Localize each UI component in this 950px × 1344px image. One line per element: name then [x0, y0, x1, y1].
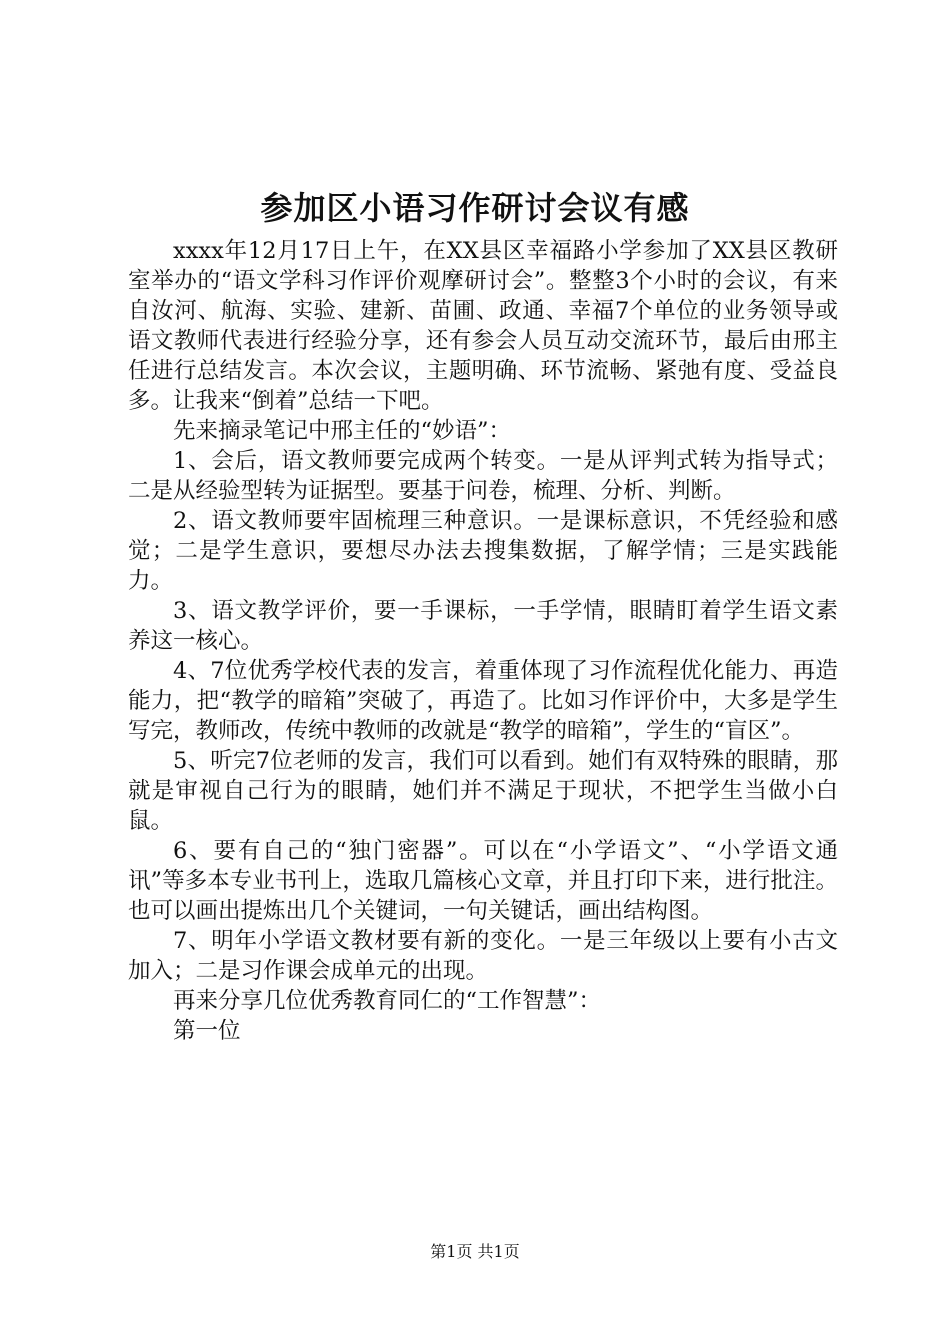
paragraph-point-4: 4、7位优秀学校代表的发言，着重体现了习作流程优化能力、再造能力，把“教学的暗箱”突破了，再造了。比如习作评价中，大多是学生写完，教师改，传统中教师的改就是“教学的暗箱”，学生的“盲区”。: [128, 658, 838, 744]
paragraph-point-1: 1、会后，语文教师要完成两个转变。一是从评判式转为指导式；二是从经验型转为证据型。要基于问卷，梳理、分析、判断。: [128, 448, 838, 504]
paragraph-point-6: 6、要有自己的“独门密器”。可以在“小学语文”、“小学语文通讯”等多本专业书刊上，选取几篇核心文章，并且打印下来，进行批注。也可以画出提炼出几个关键词，一句关键话，画出结构图。: [128, 838, 838, 924]
page-footer: 第1页 共1页: [430, 1242, 520, 1261]
paragraph-share-heading: 再来分享几位优秀教育同仁的“工作智慧”：: [173, 988, 602, 1014]
paragraph-first: 第一位: [173, 1018, 241, 1044]
paragraph-point-5: 5、听完7位老师的发言，我们可以看到。她们有双特殊的眼睛，那就是审视自己行为的眼睛，她们并不满足于现状，不把学生当做小白鼠。: [128, 748, 838, 834]
paragraph-point-2: 2、语文教师要牢固梳理三种意识。一是课标意识，不凭经验和感觉；二是学生意识，要想尽办法去搜集数据，了解学情；三是实践能力。: [128, 508, 838, 594]
paragraph-notes-heading: 先来摘录笔记中邢主任的“妙语”：: [173, 418, 512, 444]
document-body: [128, 236, 838, 1046]
paragraph-point-7: 7、明年小学语文教材要有新的变化。一是三年级以上要有小古文加入；二是习作课会成单元的出现。: [128, 928, 838, 984]
document-title: 参加区小语习作研讨会议有感: [260, 189, 690, 227]
paragraph-point-3: 3、语文教学评价，要一手课标，一手学情，眼睛盯着学生语文素养这一核心。: [128, 598, 838, 654]
paragraph-intro: xxxx年12月17日上午，在XX县区幸福路小学参加了XX县区教研室举办的“语文学科习作评价观摩研讨会”。整整3个小时的会议，有来自汝河、航海、实验、建新、苗圃、政通、幸福7个单位的业务领导或语文教师代表进行经验分享，还有参会人员互动交流环节，最后由邢主任进行总结发言。本次会议，主题明确、环节流畅、紧弛有度、受益良多。让我来“倒着”总结一下吧。: [128, 238, 838, 414]
